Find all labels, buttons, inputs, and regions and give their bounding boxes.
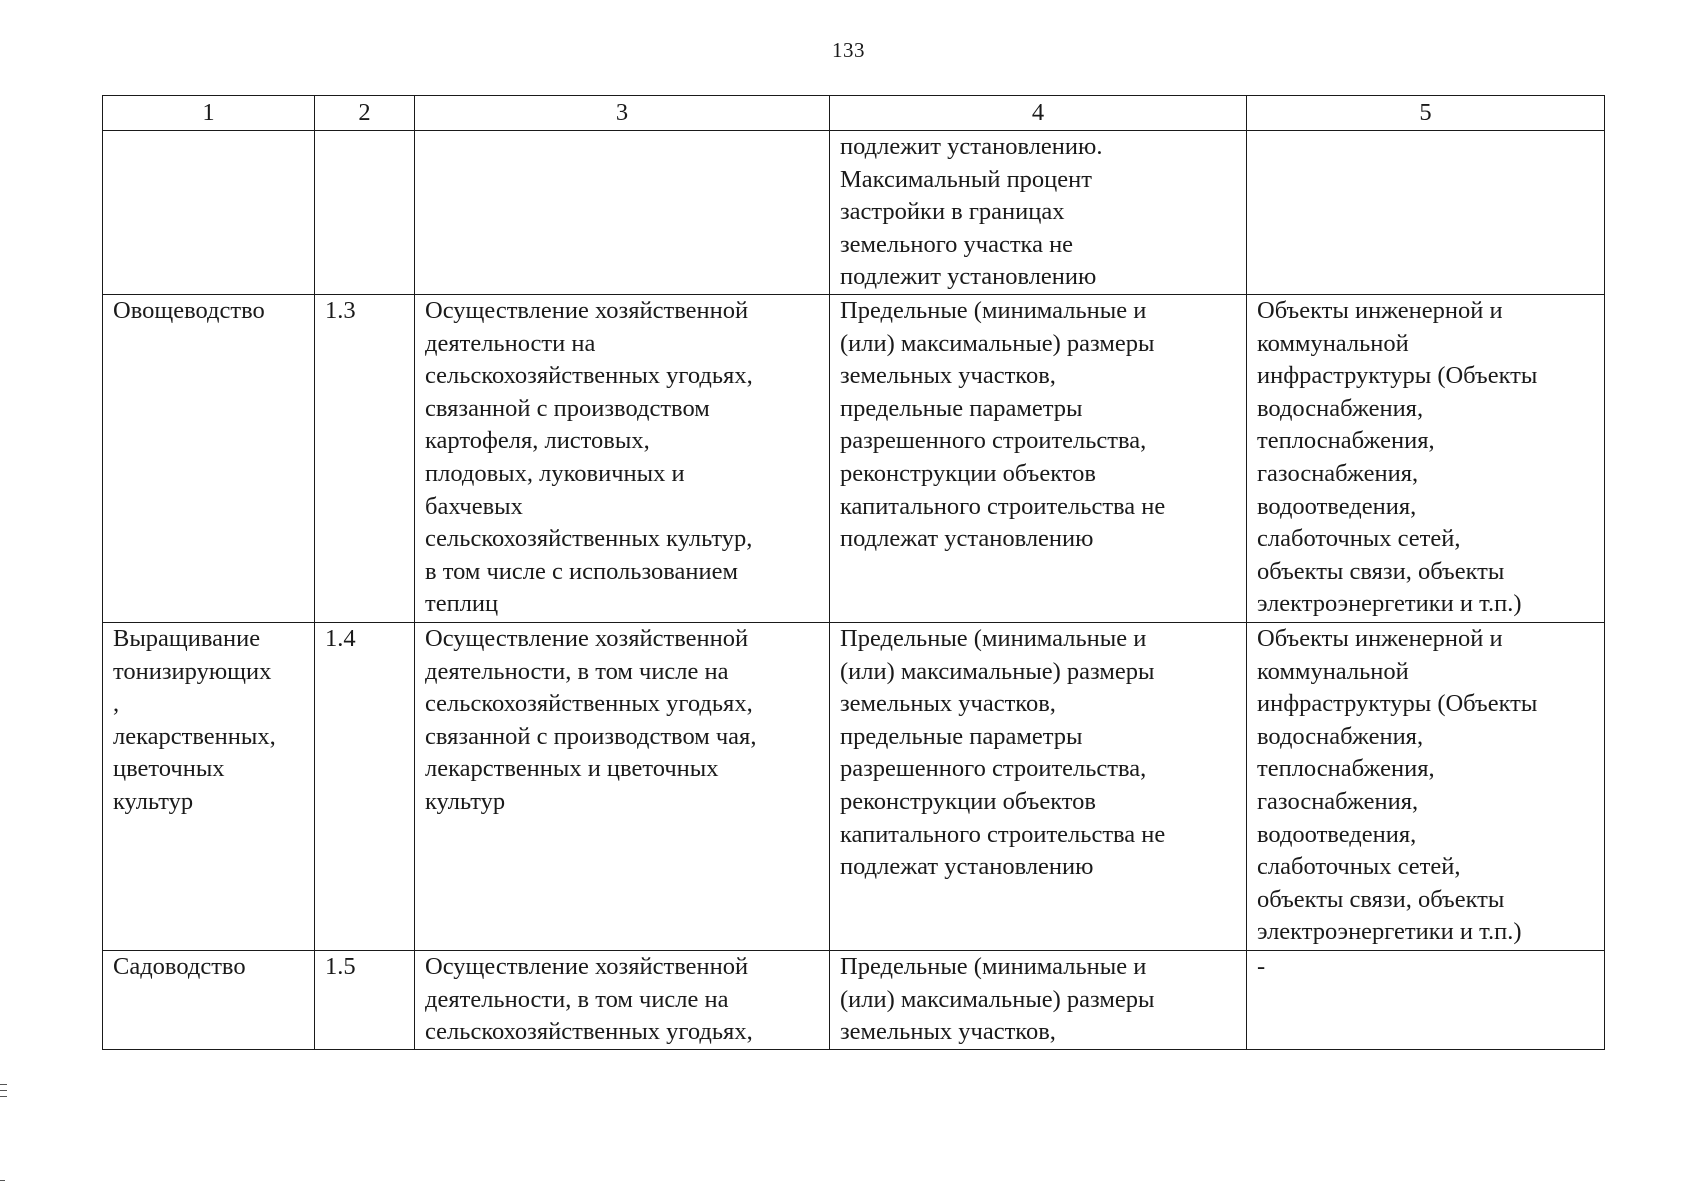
cell-use-type <box>103 950 315 1049</box>
table-row-continuation <box>103 131 1605 295</box>
cell-use-type <box>103 622 315 950</box>
table-row-gardening <box>103 950 1605 1049</box>
cell-use-type <box>103 294 315 622</box>
cell-text: Садоводство <box>113 952 246 980</box>
cell-text: Объекты инженерной и коммунальной инфраструктуры (Объекты водоснабжения, теплоснабжения, газоснабжения, водоотведения, слаботочных сетей, объекты связи, объекты электроэнергетики и т.п.) <box>1257 624 1538 946</box>
column-header-4: 4 <box>830 96 1247 131</box>
cell-parameters <box>830 622 1247 950</box>
cell-use-type <box>103 131 315 295</box>
cell-text: Объекты инженерной и коммунальной инфраструктуры (Объекты водоснабжения, теплоснабжения, газоснабжения, водоотведения, слаботочных сетей, объекты связи, объекты электроэнергетики и т.п.) <box>1257 296 1538 618</box>
page-number: 133 <box>832 38 865 62</box>
cell-code <box>315 131 415 295</box>
cell-text: Осуществление хозяйственной деятельности на сельскохозяйственных угодьях, связанной с производством картофеля, листовых, плодовых, луковичных и бахчевых сельскохозяйственных культур, в том числе с использованием теплиц <box>425 296 753 618</box>
table-header-row <box>103 96 1605 131</box>
column-header-3: 3 <box>415 96 830 131</box>
cell-auxiliary-objects <box>1247 131 1605 295</box>
cell-text: Осуществление хозяйственной деятельности, в том числе на сельскохозяйственных угодьях, связанной с производством чая, лекарственных и цветочных культур <box>425 624 757 815</box>
table-row-tonic-medicinal-crops <box>103 622 1605 950</box>
scan-margin-mark <box>0 1096 7 1097</box>
cell-parameters <box>830 131 1247 295</box>
cell-parameters <box>830 950 1247 1049</box>
cell-text: подлежит установлению. Максимальный процент застройки в границах земельного участка не подлежит установлению <box>840 133 1103 291</box>
cell-text: - <box>1257 952 1266 980</box>
cell-text: Предельные (минимальные и (или) максимальные) размеры земельных участков, предельные параметры разрешенного строительства, реконструкции объектов капитального строительства не подлежат установлению <box>840 296 1166 553</box>
cell-auxiliary-objects <box>1247 950 1605 1049</box>
cell-text: 1.4 <box>325 624 356 652</box>
cell-description <box>415 294 830 622</box>
cell-auxiliary-objects <box>1247 294 1605 622</box>
column-header-2: 2 <box>315 96 415 131</box>
table-row-vegetable-growing <box>103 294 1605 622</box>
cell-text: 1.3 <box>325 296 356 324</box>
scan-margin-mark <box>0 1090 7 1091</box>
cell-code <box>315 294 415 622</box>
cell-parameters <box>830 294 1247 622</box>
cell-text: Выращивание тонизирующих , лекарственных, цветочных культур <box>113 624 276 815</box>
cell-text: Предельные (минимальные и (или) максимальные) размеры земельных участков, <box>840 952 1155 1046</box>
cell-text: 1.5 <box>325 952 356 980</box>
land-use-table <box>102 95 1605 1050</box>
cell-description <box>415 622 830 950</box>
cell-description <box>415 950 830 1049</box>
cell-text: Осуществление хозяйственной деятельности, в том числе на сельскохозяйственных угодьях, <box>425 952 753 1046</box>
scan-margin-mark <box>0 1084 7 1085</box>
column-header-1: 1 <box>103 96 315 131</box>
cell-text: Овощеводство <box>113 296 265 324</box>
scan-margin-mark <box>0 1180 5 1181</box>
cell-auxiliary-objects <box>1247 622 1605 950</box>
column-header-5: 5 <box>1247 96 1605 131</box>
cell-description <box>415 131 830 295</box>
cell-code <box>315 622 415 950</box>
cell-text: Предельные (минимальные и (или) максимальные) размеры земельных участков, предельные параметры разрешенного строительства, реконструкции объектов капитального строительства не подлежат установлению <box>840 624 1166 881</box>
cell-code <box>315 950 415 1049</box>
